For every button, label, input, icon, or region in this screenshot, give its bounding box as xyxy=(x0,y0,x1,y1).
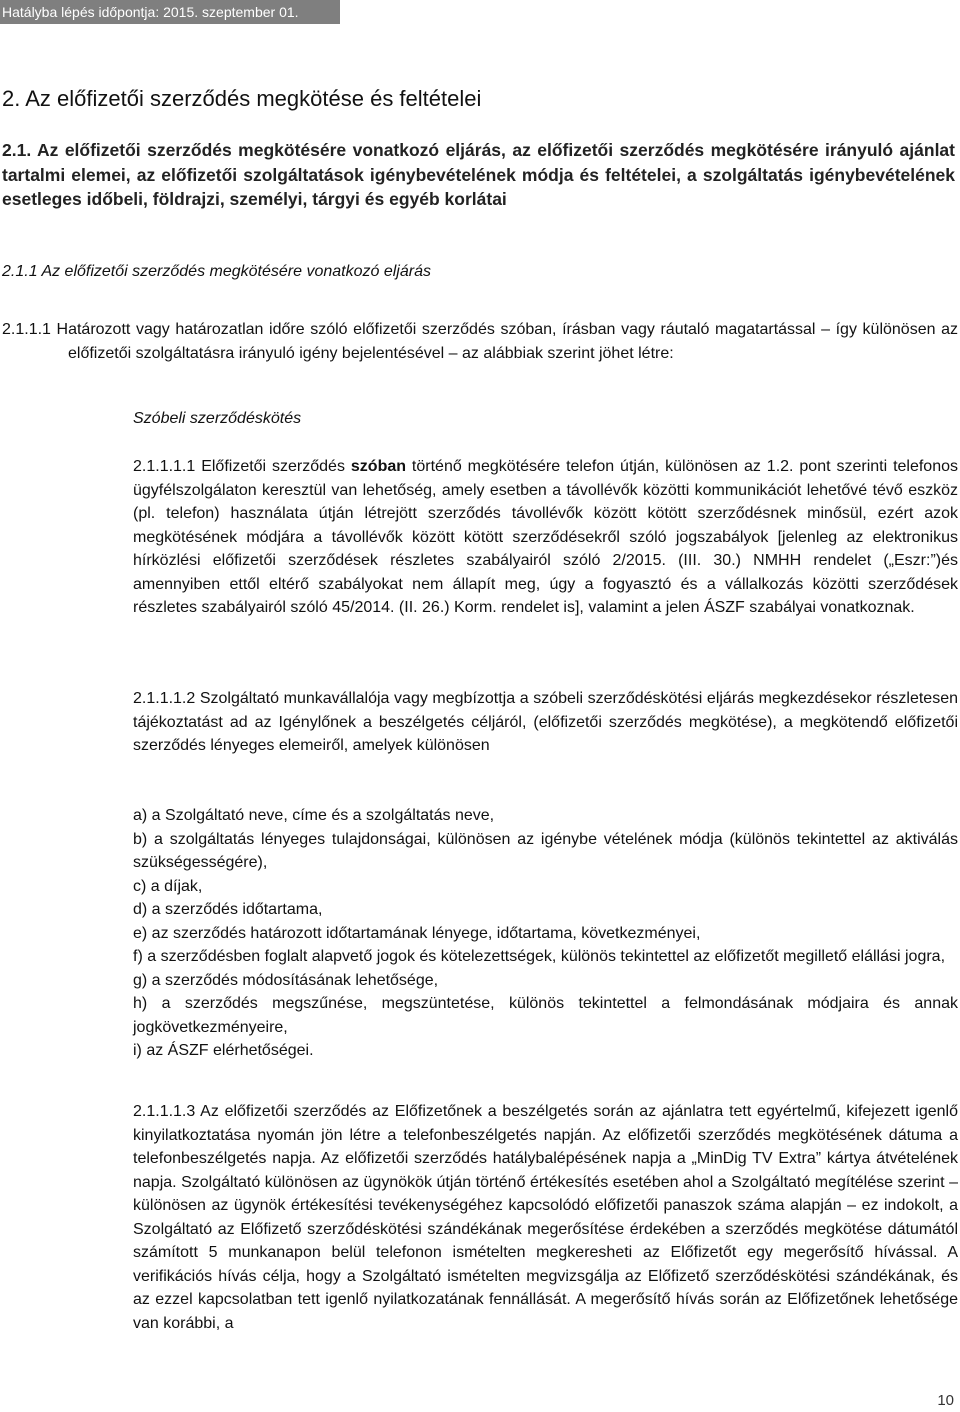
list-item: g) a szerződés módosításának lehetősége, xyxy=(133,971,439,989)
list-item: h) a szerződés megszűnése, megszüntetése, különös tekintettel a felmondásának módjaira és annak jogkövetkezményeire, xyxy=(133,995,958,1036)
paragraph-2-1-1-1-1-bold: szóban xyxy=(350,458,407,475)
paragraph-2-1-1-1-1-start: 2.1.1.1.1 Előfizetői szerződés xyxy=(133,458,351,475)
paragraph-2-1-1-1-2: 2.1.1.1.2 Szolgáltató munkavállalója vagy megbízottja a szóbeli szerződéskötési eljárás megkezdésekor részletesen tájékoztatást ad az Igénylőnek a beszélgetés céljáról, (előfizetői szerződés megkötése), a megkötendő előfizetői szerződés lényeges elemeiről, amelyek különösen xyxy=(133,690,958,754)
paragraph-2-1-1-1-1-rest: történő megkötésére telefon útján, különösen az 1.2. pont szerinti telefonos ügyfélszolgálaton keresztül van lehetőség, amely esetben a távollévők közötti kommunikációt lehetővé tévő eszköz (pl. telefon) használata útján létrejött szerződés távollévők között kötött szerződésnek minősül, ezért azok megkötésének módjára a távollévők között kötött szerződésekről szóló jogszabályok [jelenleg az elektronikus hírközlési előfizetői szerződések részletes szabályairól szóló 2/2015. (III. 30.) NMHH rendelet („Eszr:”)és amennyiben ettől eltérő szabályokat nem állapít meg, úgy a fogyasztó és a vállalkozás közötti szerződések részletes szabályairól szóló 45/2014. (II. 26.) Korm. rendelet is], valamint a jelen ÁSZF szabályai vonatkoznak. xyxy=(133,458,959,616)
section-2-1-1-title: 2.1.1 Az előfizetői szerződés megkötésére vonatkozó eljárás xyxy=(2,263,431,280)
list-item: c) a díjak, xyxy=(133,877,203,895)
paragraph-2-1-1-1: 2.1.1.1 Határozott vagy határozatlan időre szóló előfizetői szerződés szóban, írásban vagy ráutaló magatartással – így különösen az előfizetői szolgáltatásra irányuló igény bejelentésével – az alábbiak szerint jöhet létre: xyxy=(2,321,958,362)
oral-contract-title: Szóbeli szerződéskötés xyxy=(133,410,302,427)
list-item: e) az szerződés határozott időtartamának lényege, időtartama, következményei, xyxy=(133,924,701,942)
paragraph-2-1-1-1-1 xyxy=(133,455,958,620)
section-2-1-title: 2.1. Az előfizetői szerződés megkötésére vonatkozó eljárás, az előfizetői szerződés megkötésére irányuló ajánlat tartalmi elemei, az előfizetői szolgáltatások igénybevételének módja és feltételei, a szolgáltatás igénybevételének esetleges időbeli, földrajzi, személyi, tárgyi és egyéb korlátai xyxy=(2,140,955,209)
list-item: i) az ÁSZF elérhetőségei. xyxy=(133,1042,314,1059)
list-item: b) a szolgáltatás lényeges tulajdonságai, különösen az igénybe vételének módja (különös tekintettel az aktiválás szükségességére), xyxy=(133,830,958,871)
paragraph-2-1-1-1-3: 2.1.1.1.3 Az előfizetői szerződés az Előfizetőnek a beszélgetés során az ajánlatra tett egyértelmű, kifejezett igenlő kinyilatkoztatása nyomán jön létre a telefonbeszélgetés napján. Az előfizetői szerződés megkötésének dátuma a telefonbeszélgetés napja. Az előfizetői szerződés hatálybalépésének napja a „MinDig TV Extra” kártya átvételének napja. Szolgáltató különösen az ügynökök útján történő értékesítés esetében ahol a Szolgáltató megítélése szerint – különösen az ügynök értékesítési tevékenységéhez kapcsolódó előfizetői panaszok száma alapján – ez indokolt, a Szolgáltató az Előfizető szerződéskötési szándékának megerősítése érdekében a szerződés megkötése dátumától számított 5 munkanapon belül telefonon ismételten megkeresheti az Előfizetőt egy megerősítő hívással. A verifikációs hívás célja, hogy a Szolgáltató ismételten megvizsgálja az Előfizető szerződéskötési szándékának, és az ezzel kapcsolatban tett igenlő nyilatkozatának fennállását. A megerősítő hívás során az Előfizetőnek lehetősége van korábbi, a xyxy=(133,1103,958,1332)
list-item: f) a szerződésben foglalt alapvető jogok és kötelezettségek, különös tekintettel az előfizetőt megillető elállási jogra, xyxy=(133,948,946,965)
chapter-heading: 2. Az előfizetői szerződés megkötése és feltételei xyxy=(2,86,482,111)
contract-elements-list xyxy=(133,804,958,1063)
list-item: a) a Szolgáltató neve, címe és a szolgáltatás neve, xyxy=(133,807,495,824)
effective-date-banner: Hatályba lépés időpontja: 2015. szeptember 01. xyxy=(0,0,340,24)
list-item: d) a szerződés időtartama, xyxy=(133,901,323,918)
page-number: 10 xyxy=(937,1392,954,1409)
